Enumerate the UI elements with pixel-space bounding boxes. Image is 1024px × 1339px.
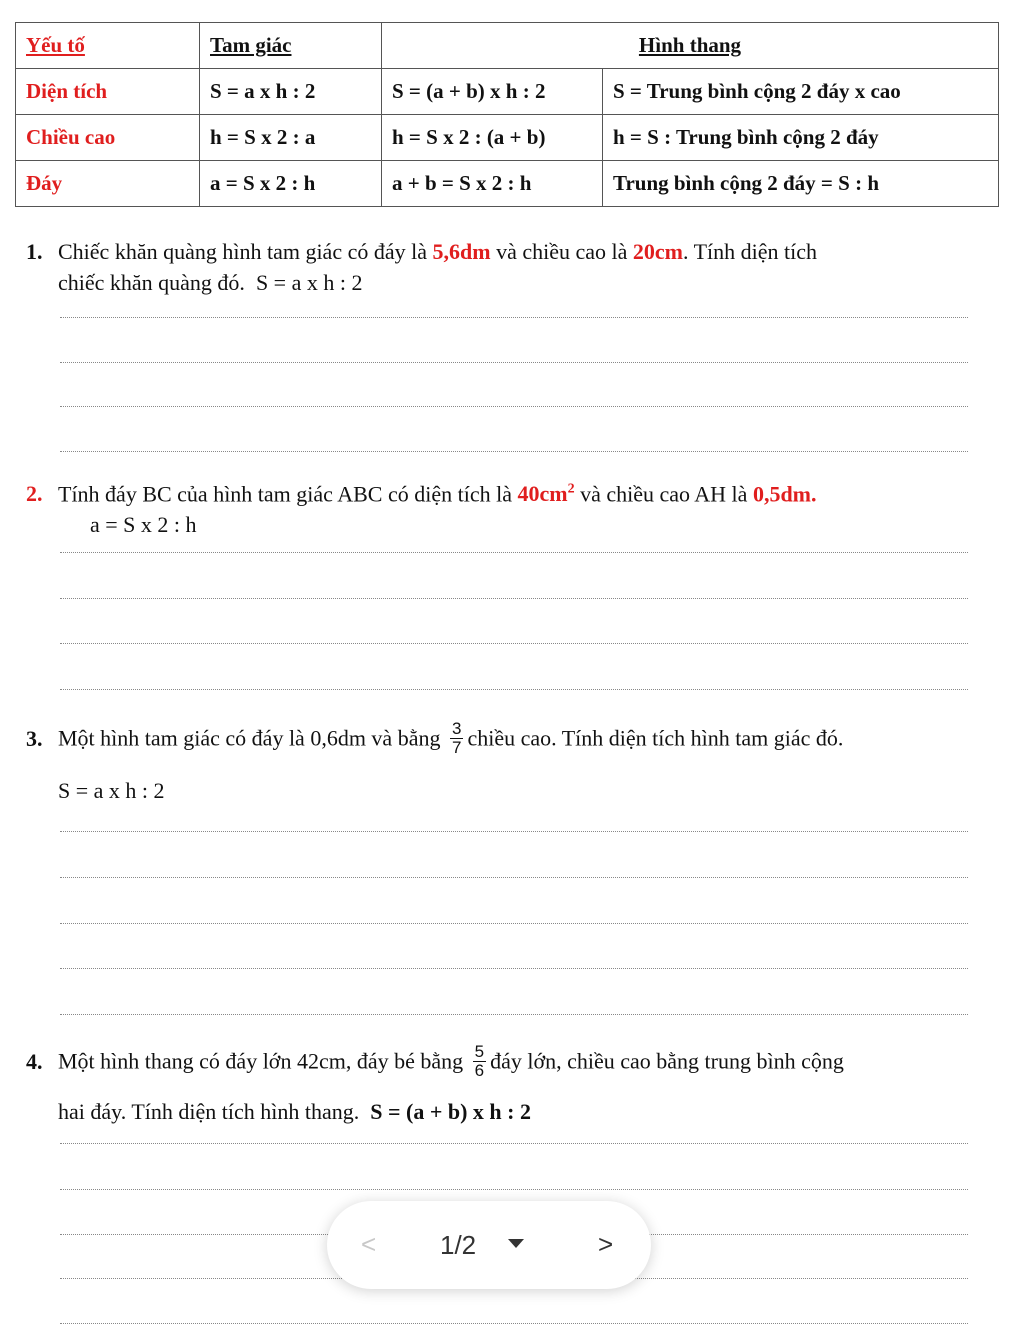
hint-formula: a = S x 2 : h (90, 512, 197, 538)
question-text: Tính đáy BC của hình tam giác ABC có diện tích là (58, 481, 518, 507)
value-area: $40cm^2$ (517, 481, 575, 507)
question-text: . Tính diện tích (682, 239, 817, 264)
answer-line[interactable] (60, 689, 968, 690)
trapezoid-formula-words: h = S : Trung bình cộng 2 đáy (603, 115, 999, 161)
trapezoid-formula-words: S = Trung bình cộng 2 đáy x cao (603, 69, 999, 115)
answer-line[interactable] (60, 643, 968, 644)
answer-line[interactable] (60, 877, 968, 878)
question-text: và chiều cao AH là (574, 481, 753, 507)
value-base: 5,6dm (432, 239, 491, 264)
question-number: 3. (26, 725, 43, 751)
row-label: Chiều cao (16, 115, 200, 161)
answer-line[interactable] (60, 1014, 968, 1015)
hint-formula: S = (a + b) x h : 2 (370, 1099, 531, 1124)
question-4 (26, 1042, 988, 1127)
triangle-formula: a = S x 2 : h (200, 161, 382, 207)
page-indicator[interactable]: 1/2 (440, 1230, 477, 1260)
question-text: Chiếc khăn quàng hình tam giác có đáy là (58, 239, 433, 264)
value-height: 20cm (632, 239, 683, 264)
trapezoid-formula: a + b = S x 2 : h (382, 161, 603, 207)
trapezoid-formula-words: Trung bình cộng 2 đáy = S : h (603, 161, 999, 207)
answer-line[interactable] (60, 1323, 968, 1324)
table-row (16, 69, 999, 115)
answer-line[interactable] (60, 598, 968, 599)
table-row (16, 115, 999, 161)
page-navigator (327, 1201, 651, 1289)
answer-line[interactable] (60, 317, 968, 318)
question-text: chiều cao. Tính diện tích hình tam giác đó. (467, 725, 844, 751)
header-factor: Yếu tố (16, 23, 200, 69)
header-trapezoid: Hình thang (382, 23, 999, 69)
question-number: 1. (26, 239, 43, 264)
question-1 (26, 236, 988, 298)
answer-line[interactable] (60, 831, 968, 832)
question-text: Một hình tam giác có đáy là 0,6dm và bằng (58, 725, 441, 751)
question-text: đáy lớn, chiều cao bằng trung bình cộng (490, 1048, 844, 1074)
fraction: $\frac{5}{6}$ (474, 1042, 485, 1080)
answer-line[interactable] (60, 451, 968, 452)
answer-line[interactable] (60, 362, 968, 363)
answer-line[interactable] (60, 406, 968, 407)
trapezoid-formula: h = S x 2 : (a + b) (382, 115, 603, 161)
answer-line[interactable] (60, 552, 968, 553)
trapezoid-formula: S = (a + b) x h : 2 (382, 69, 603, 115)
page-dropdown-icon[interactable] (508, 1239, 524, 1248)
fraction: $\frac{3}{7}$ (451, 719, 462, 757)
question-text: hai đáy. Tính diện tích hình thang. (58, 1099, 360, 1124)
question-text: Một hình thang có đáy lớn 42cm, đáy bé bằng (58, 1048, 464, 1074)
table-header-row (16, 23, 999, 69)
question-2 (26, 474, 988, 540)
formula-table (15, 22, 999, 207)
question-3 (26, 719, 988, 806)
value-height: 0,5dm. (752, 481, 817, 507)
answer-line[interactable] (60, 1189, 968, 1190)
question-number: 4. (26, 1048, 43, 1074)
hint-formula: S = a x h : 2 (255, 270, 363, 295)
question-number: 2. (26, 481, 43, 507)
question-text: và chiều cao là (490, 239, 633, 264)
next-page-button[interactable]: > (598, 1229, 614, 1259)
header-triangle: Tam giác (200, 23, 382, 69)
row-label: Đáy (16, 161, 200, 207)
prev-page-button[interactable]: < (361, 1229, 377, 1259)
hint-formula: S = a x h : 2 (58, 778, 165, 803)
answer-line[interactable] (60, 968, 968, 969)
table-row (16, 161, 999, 207)
question-text: chiếc khăn quàng đó. (58, 270, 245, 295)
row-label: Diện tích (16, 69, 200, 115)
answer-line[interactable] (60, 1143, 968, 1144)
answer-line[interactable] (60, 923, 968, 924)
triangle-formula: h = S x 2 : a (200, 115, 382, 161)
triangle-formula: S = a x h : 2 (200, 69, 382, 115)
